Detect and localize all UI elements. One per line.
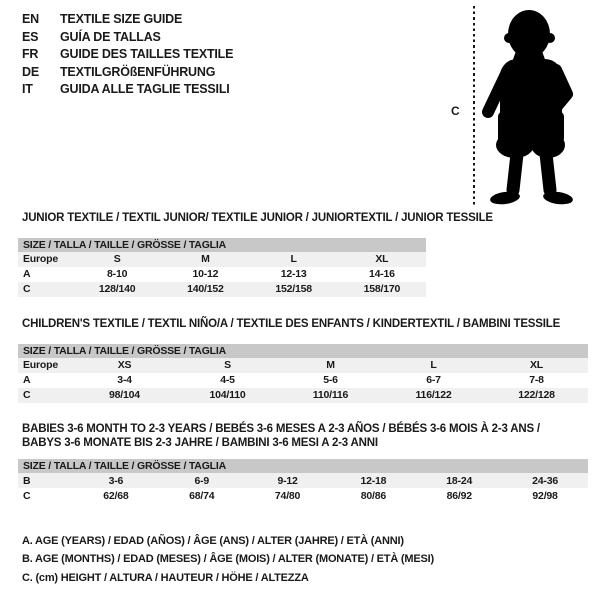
size-table-children [18,358,588,403]
size-cell: 6-9 [194,474,210,487]
language-code: EN [22,12,39,26]
size-cell: 3-6 [108,474,124,487]
size-cell: S [224,359,231,371]
footnote-legend [22,532,434,587]
language-code: DE [22,64,39,79]
size-cell: 9-12 [277,474,298,487]
size-cell: S [113,253,121,265]
footnote-c: C. (cm) HEIGHT / ALTURA / HAUTEUR / HÖHE / ALTEZZA [22,571,309,584]
size-cell: 4-5 [220,374,235,386]
size-cell: 98/104 [109,389,140,401]
row-label: Europe [23,253,58,265]
section-title: BABIES 3-6 MONTH TO 2-3 YEARS / BEBÉS 3-6 MESES A 2-3 AÑOS / BÉBÉS 3-6 MOIS À 2-3 ANS / [22,423,540,435]
table-row [18,267,426,282]
size-cell: 7-8 [529,374,544,386]
section-junior-textile [18,212,493,297]
size-cell: M [201,253,210,265]
size-cell: 5-6 [323,374,338,386]
size-cell: XS [117,359,132,371]
size-header-bar: SIZE / TALLA / TAILLE / GRÖSSE / TAGLIA [18,344,588,358]
footnote-b: B. AGE (MONTHS) / EDAD (MESES) / ÂGE (MOIS) / ALTER (MONATE) / ETÀ (MESI) [22,553,434,566]
size-cell: L [290,253,297,265]
size-cell: 116/122 [415,389,452,401]
size-cell: 10-12 [192,268,219,280]
language-title: GUIDA ALLE TAGLIE TESSILI [60,82,230,97]
baby-silhouette [472,3,594,211]
language-row [22,46,233,64]
language-code: IT [22,82,33,97]
table-row [18,388,588,403]
table-row [18,282,426,297]
size-cell: 158/170 [363,283,401,295]
size-cell: 6-7 [426,374,441,386]
size-cell: 80/86 [360,489,387,502]
size-cell: 8-10 [107,268,128,280]
size-cell: 86/92 [446,489,472,502]
row-label: B [23,474,31,487]
height-label-c: C [451,104,460,118]
size-cell: 74/80 [274,489,301,502]
size-table-babies [18,473,588,503]
size-cell: 122/128 [518,389,555,401]
row-label: A [23,268,31,280]
size-cell: 24-36 [532,474,558,487]
section-title: JUNIOR TEXTILE / TEXTIL JUNIOR/ TEXTILE JUNIOR / JUNIORTEXTIL / JUNIOR TESSILE [22,212,493,224]
size-cell: 68/74 [189,489,215,502]
size-cell: 12-13 [280,268,307,280]
row-label: Europe [23,359,58,371]
section-title-line2: BABYS 3-6 MONATE BIS 2-3 JAHRE / BAMBINI 3-6 MESI A 2-3 ANNI [22,436,378,449]
size-cell: XL [375,253,389,265]
language-title: GUÍA DE TALLAS [60,29,161,44]
size-cell: XL [529,359,544,371]
size-table-junior [18,252,426,297]
language-title: TEXTILGRÖßENFÜHRUNG [60,64,216,79]
section-babies-textile [18,423,588,503]
size-cell: 110/116 [312,389,349,401]
table-row [18,252,426,267]
size-cell: 18-24 [446,474,473,487]
table-row [18,373,588,388]
size-cell: 104/110 [209,389,246,401]
table-row [18,488,588,503]
language-code: FR [22,47,39,62]
row-label: C [23,389,31,401]
row-label: A [23,374,31,386]
row-label: C [23,283,31,295]
language-title: TEXTILE SIZE GUIDE [60,12,183,26]
footnote-a: A. AGE (YEARS) / EDAD (AÑOS) / ÂGE (ANS) / ALTER (JAHRE) / ETÀ (ANNI) [22,535,404,547]
size-header-bar: SIZE / TALLA / TAILLE / GRÖSSE / TAGLIA [18,459,588,473]
language-row [22,29,233,47]
language-code: ES [22,29,39,44]
size-cell: 3-4 [117,374,132,386]
language-header [22,11,233,99]
size-cell: 128/140 [98,283,136,295]
language-title: GUIDE DES TAILLES TEXTILE [60,47,234,62]
row-label: C [23,489,31,502]
language-row [22,64,233,82]
table-row [18,473,588,488]
section-title: CHILDREN'S TEXTILE / TEXTIL NIÑO/A / TEXTILE DES ENFANTS / KINDERTEXTIL / BAMBINI TESSILE [22,318,561,330]
size-cell: 140/152 [187,283,224,295]
size-cell: M [326,359,335,371]
language-row [22,11,233,29]
size-cell: L [430,359,437,371]
size-cell: 12-18 [360,474,387,487]
table-row [18,358,588,373]
size-cell: 92/98 [532,489,558,502]
size-cell: 62/68 [103,489,129,502]
language-row [22,81,233,99]
section-children-textile [18,318,588,403]
size-cell: 152/158 [275,283,312,295]
size-cell: 14-16 [368,268,395,280]
size-header-bar: SIZE / TALLA / TAILLE / GRÖSSE / TAGLIA [18,238,426,252]
